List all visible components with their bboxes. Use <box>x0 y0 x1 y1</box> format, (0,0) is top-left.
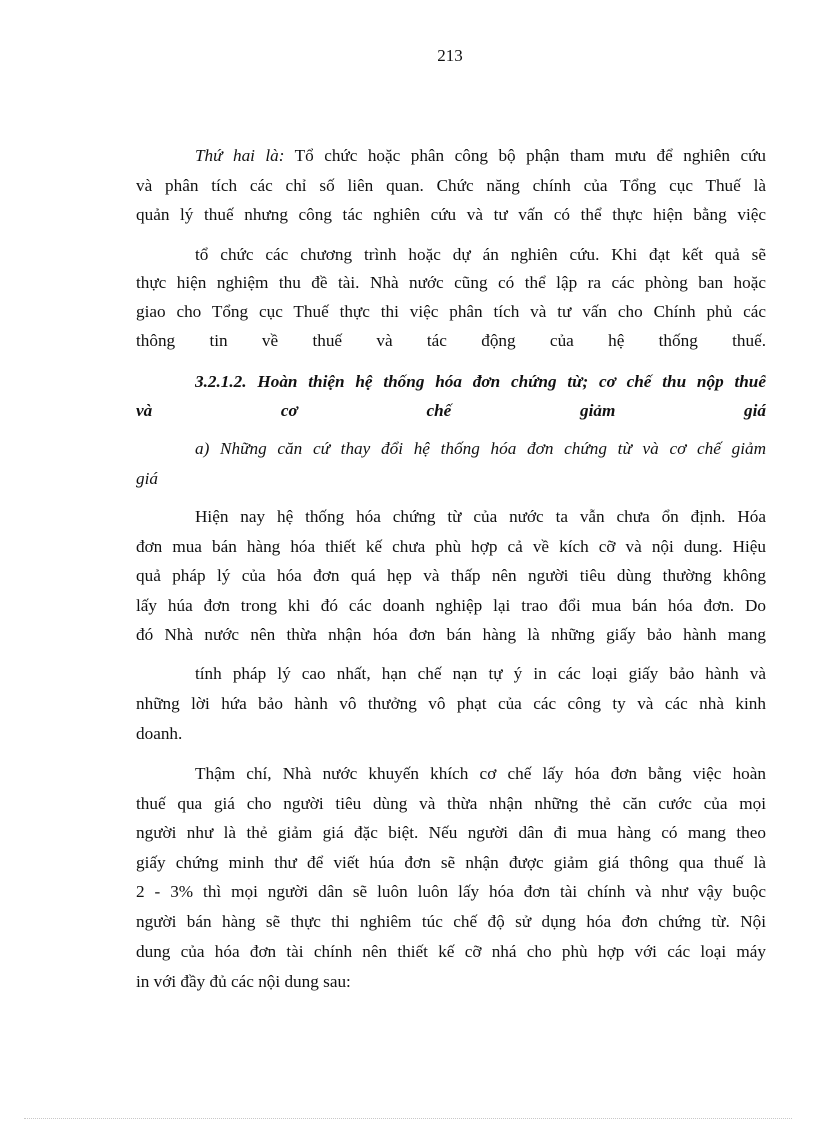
text-line: và phân tích các chỉ số liên quan. Chức năng chính của Tổng cục Thuế là <box>136 176 766 195</box>
text-line: tính pháp lý cao nhất, hạn chế nạn tự ý in các loại giấy bảo hành và <box>195 664 766 683</box>
text-line: thực hiện nghiệm thu đề tài. Nhà nước cũng có thể lập ra các phòng ban hoặc <box>136 273 766 292</box>
text-line: 2 - 3% thì mọi người dân sẽ luôn luôn lấy hóa đơn tài chính và như vậy buộc <box>136 882 766 901</box>
text-line: giấy chứng minh thư để viết húa đơn sẽ nhận được giảm giá thông qua thuế là <box>136 853 766 872</box>
page-number: 213 <box>437 46 463 65</box>
page-bottom-rule <box>24 1118 792 1119</box>
paragraph-1-first-line <box>195 141 766 171</box>
text-line: quản lý thuế nhưng công tác nghiên cứu và tư vấn có thể thực hiện bằng việc <box>136 205 766 224</box>
subheading-line-1: a) Những căn cứ thay đổi hệ thống hóa đơn chứng từ và cơ chế giảm <box>195 439 766 458</box>
section-heading-line-2: và cơ chế giảm giá <box>136 401 766 420</box>
text-line: Hiện nay hệ thống hóa chứng từ của nước ta vẫn chưa ổn định. Hóa <box>195 507 766 526</box>
text-line: quả pháp lý của hóa đơn quá hẹp và thấp nên người tiêu dùng thường không <box>136 566 766 585</box>
text-line: in với đầy đủ các nội dung sau: <box>136 972 351 991</box>
text-line: đó Nhà nước nên thừa nhận hóa đơn bán hàng là những giấy bảo hành mang <box>136 625 766 644</box>
text-line: doanh. <box>136 724 183 743</box>
text-line: dung của hóa đơn tài chính nên thiết kế cỡ nhá cho phù hợp với các loại máy <box>136 942 766 961</box>
text-line: người bán hàng sẽ thực thi nghiêm túc chế độ sử dụng hóa đơn chứng từ. Nội <box>136 912 766 931</box>
section-heading-line-1: 3.2.1.2. Hoàn thiện hệ thống hóa đơn chứng từ; cơ chế thu nộp thuế <box>195 372 766 391</box>
text-line: tổ chức các chương trình hoặc dự án nghiên cứu. Khi đạt kết quả sẽ <box>195 245 766 264</box>
text-line: thông tin về thuế và tác động của hệ thống thuế. <box>136 331 766 350</box>
text-line: người như là thẻ giảm giá đặc biệt. Nếu người dân đi mua hàng có mang theo <box>136 823 766 842</box>
text-line: lấy húa đơn trong khi đó các doanh nghiệp lại trao đổi mua bán hóa đơn. Do <box>136 596 766 615</box>
subheading-line-2: giá <box>136 469 158 488</box>
text-line: Thậm chí, Nhà nước khuyến khích cơ chế lấy hóa đơn bằng việc hoàn <box>195 764 766 783</box>
text-line: thuế qua giá cho người tiêu dùng và thừa nhận những thẻ căn cước của mọi <box>136 794 766 813</box>
text-line: giao cho Tổng cục Thuế thực thi việc phân tích và tư vấn cho Chính phủ các <box>136 302 766 321</box>
text-line: những lời hứa bảo hành vô thưởng vô phạt của các công ty và các nhà kinh <box>136 694 766 713</box>
lead-text: Tổ chức hoặc phân công bộ phận tham mưu để nghiên cứu <box>284 146 766 165</box>
lead-label: Thứ hai là: <box>195 146 285 165</box>
text-line: đơn mua bán hàng hóa thiết kế chưa phù hợp cả về kích cỡ và nội dung. Hiệu <box>136 537 766 556</box>
